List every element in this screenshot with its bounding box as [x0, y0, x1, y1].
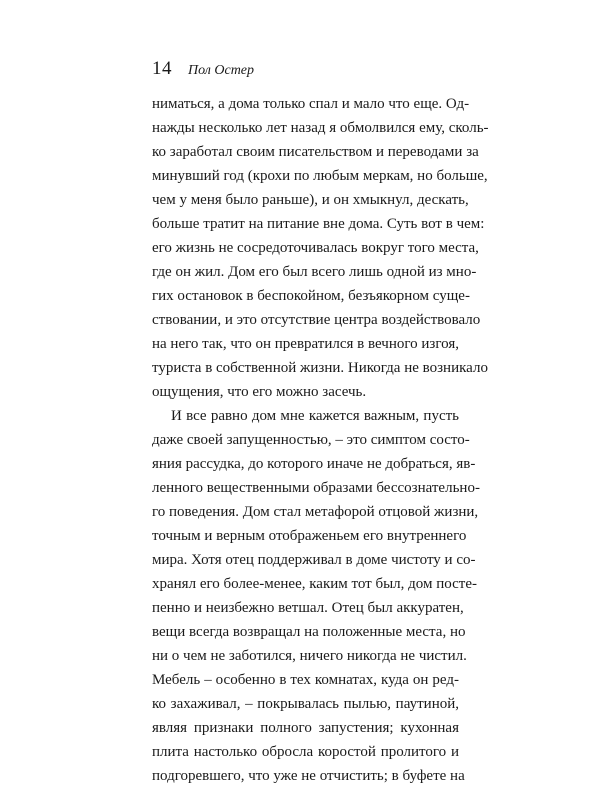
text-line: где он жил. Дом его был всего лишь одной из мно- — [152, 264, 477, 280]
text-line: ствовании, и это отсутствие центра воздействовало — [152, 312, 481, 328]
text-line: хранял его более-менее, каким тот был, дом посте- — [152, 576, 478, 592]
paragraph-end-line: ощущения, что его можно засечь. — [152, 384, 367, 400]
text-line: туриста в собственной жизни. Никогда не возникало — [152, 360, 488, 376]
text-line: больше тратит на питание вне дома. Суть вот в чем: — [152, 216, 485, 232]
body-text — [152, 92, 489, 788]
text-line: на него так, что он превратился в вечного изгоя, — [152, 336, 459, 352]
text-line: пенно и неизбежно ветшал. Отец был аккуратен, — [152, 600, 464, 616]
page-number: 14 — [152, 58, 172, 79]
text-line: ленного вещественными образами бессознательно- — [152, 480, 480, 496]
text-line: даже своей запущенностью, – это симптом состо- — [152, 432, 470, 448]
text-line: ко захаживал, – покрывалась пылью, паутиной, — [152, 696, 459, 712]
text-line: мира. Хотя отец поддерживал в доме чистоту и со- — [152, 552, 476, 568]
paragraph-first-line: И все равно дом мне кажется важным, пусть — [171, 408, 459, 424]
text-line: Мебель – особенно в тех комнатах, куда он ред- — [152, 672, 459, 688]
text-line: гих остановок в беспокойном, безъякорном суще- — [152, 288, 470, 304]
page-header — [152, 58, 254, 80]
text-line: плита настолько обросла коростой пролитого и — [152, 744, 459, 760]
text-line: ниматься, а дома только спал и мало что еще. Од- — [152, 96, 470, 112]
running-head-author: Пол Остер — [188, 63, 255, 78]
text-line: нажды несколько лет назад я обмолвился ему, сколь- — [152, 120, 489, 136]
text-line: являя признаки полного запустения; кухонная — [152, 720, 459, 736]
text-line: чем у меня было раньше), и он хмыкнул, дескать, — [152, 192, 469, 208]
text-line: ко заработал своим писательством и переводами за — [152, 144, 479, 160]
text-line: минувший год (крохи по любым меркам, но больше, — [152, 168, 488, 184]
text-line: подгоревшего, что уже не отчистить; в буфете на — [152, 768, 465, 784]
text-line: яния рассудка, до которого иначе не добраться, яв- — [152, 456, 476, 472]
text-line: го поведения. Дом стал метафорой отцовой жизни, — [152, 504, 479, 520]
text-line: точным и верным отображеньем его внутреннего — [152, 528, 467, 544]
text-line: ни о чем не заботился, ничего никогда не чистил. — [152, 648, 467, 664]
text-line: вещи всегда возвращал на положенные места, но — [152, 624, 466, 640]
text-line: его жизнь не сосредоточивалась вокруг того места, — [152, 240, 479, 256]
